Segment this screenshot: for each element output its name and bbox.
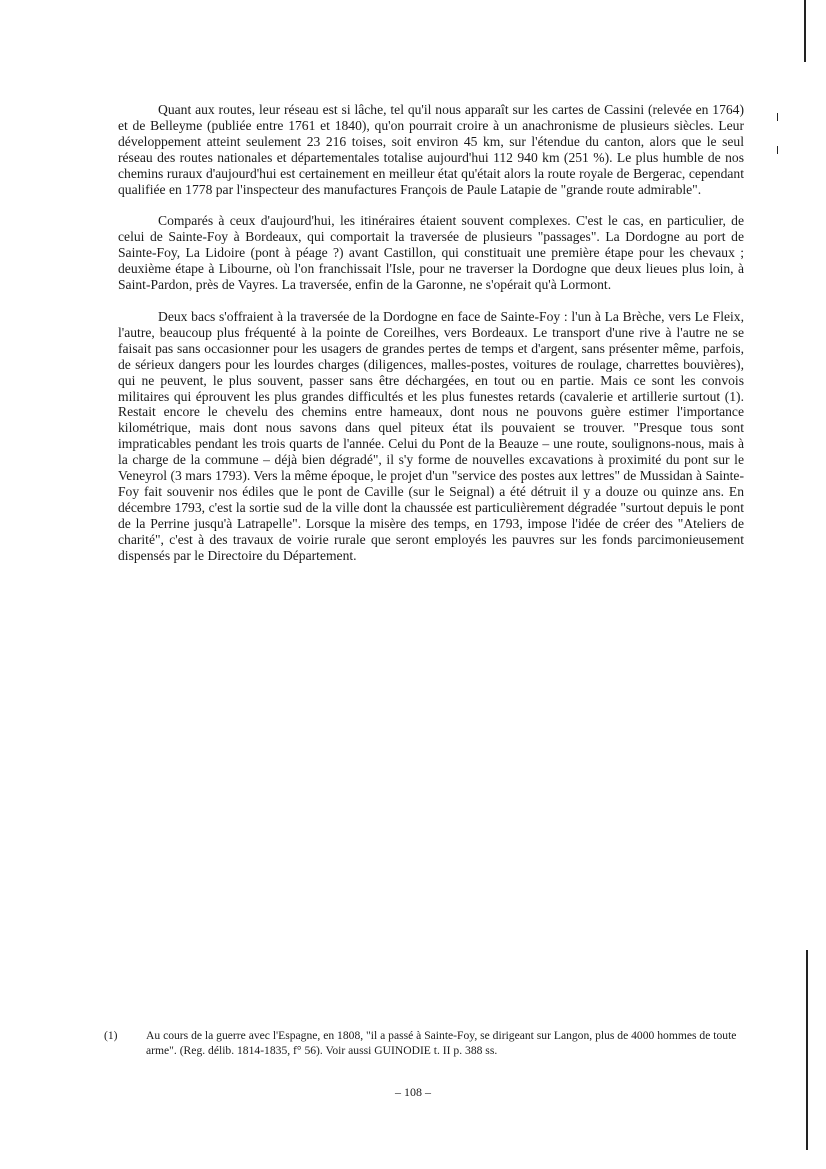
- scan-edge-mark: [804, 0, 806, 62]
- paragraph-routes: Quant aux routes, leur réseau est si lâche, tel qu'il nous apparaît sur les cartes de Cassini (relevée en 1764) et de Belleyme (publiée entre 1761 et 1840), qu'on pourrait croire à un anachronisme de plusieurs siècles. Leur développement atteint seulement 23 216 toises, soit environ 45 km, sur l'étendue du canton, alors que le seul réseau des routes nationales et départementales totalise aujourd'hui 112 940 km (251 %). Le plus humble de nos chemins ruraux d'aujourd'hui est certainement en meilleur état qu'était alors la route royale de Bergerac, cependant qualifiée en 1778 par l'inspecteur des manufactures François de Paule Latapie de "grande route admirable".: [118, 102, 744, 197]
- scan-edge-mark: [777, 113, 778, 121]
- footnote: [104, 1028, 744, 1058]
- body-text: [118, 102, 744, 579]
- scan-edge-mark: [777, 146, 778, 154]
- footnote-number: (1): [104, 1029, 118, 1042]
- scan-edge-mark: [806, 950, 808, 1150]
- page-number: – 108 –: [395, 1085, 431, 1099]
- paragraph-itineraires: Comparés à ceux d'aujourd'hui, les itinéraires étaient souvent complexes. C'est le cas, en particulier, de celui de Sainte-Foy à Bordeaux, qui comportait la traversée de plusieurs "passages". La Dordogne au port de Sainte-Foy, La Lidoire (pont à péage ?) avant Castillon, qui constituait une première étape pour les chevaux ; deuxième étape à Libourne, où l'on franchissait l'Isle, pour ne traverser la Dordogne que deux lieues plus loin, à Saint-Pardon, près de Vayres. La traversée, enfin de la Garonne, ne s'opérait qu'à Lormont.: [118, 213, 744, 293]
- footnote-text: Au cours de la guerre avec l'Espagne, en 1808, "il a passé à Sainte-Foy, se dirigeant sur Langon, plus de 4000 hommes de toute arme". (Reg. délib. 1814-1835, f° 56). Voir aussi GUINODIE t. II p. 388 ss.: [146, 1029, 737, 1057]
- paragraph-bacs: Deux bacs s'offraient à la traversée de la Dordogne en face de Sainte-Foy : l'un à La Brèche, vers Le Fleix, l'autre, beaucoup plus fréquenté à la pointe de Coreilhes, vers Bordeaux. Le transport d'une rive à l'autre ne se faisait pas sans occasionner pour les usagers de grandes pertes de temps et d'argent, sans présenter même, parfois, de sérieux dangers pour les lourdes charges (diligences, malles-postes, voitures de roulage, charrettes bouvières), qui ne peuvent, le plus souvent, passer sans être déchargées, en tout ou en partie. Mais ce sont les convois militaires qui éprouvent les plus grandes difficultés et les plus funestes retards (cavalerie et artillerie surtout (1). Restait encore le chevelu des chemins entre hameaux, dont nous ne pouvons guère estimer l'importance kilométrique, mais dont nous savons dans quel piteux état ils pouvaient se trouver. "Presque tous sont impraticables pendant les trois quarts de l'année. Celui du Pont de la Beauze – une route, soulignons-nous, mais à la charge de la commune – déjà bien dégradé", il s'y forme de nouvelles excavations à proximité du pont sur le Veneyrol (3 mars 1793). Vers la même époque, le projet d'un "service des postes aux lettres" de Mussidan à Sainte-Foy fait souvenir nos édiles que le pont de Caville (sur le Seignal) a été détruit il y a douze ou quinze ans. En décembre 1793, c'est la sortie sud de la ville dont la chaussée est particulièrement dégradée "surtout depuis le pont de la Perrine jusqu'à Latrapelle". Lorsque la misère des temps, en 1793, impose l'idée de créer des "Ateliers de charité", c'est à des travaux de voirie rurale que seront employés les pauvres sur les fonds parcimonieusement dispensés par le Directoire du Département.: [118, 308, 744, 563]
